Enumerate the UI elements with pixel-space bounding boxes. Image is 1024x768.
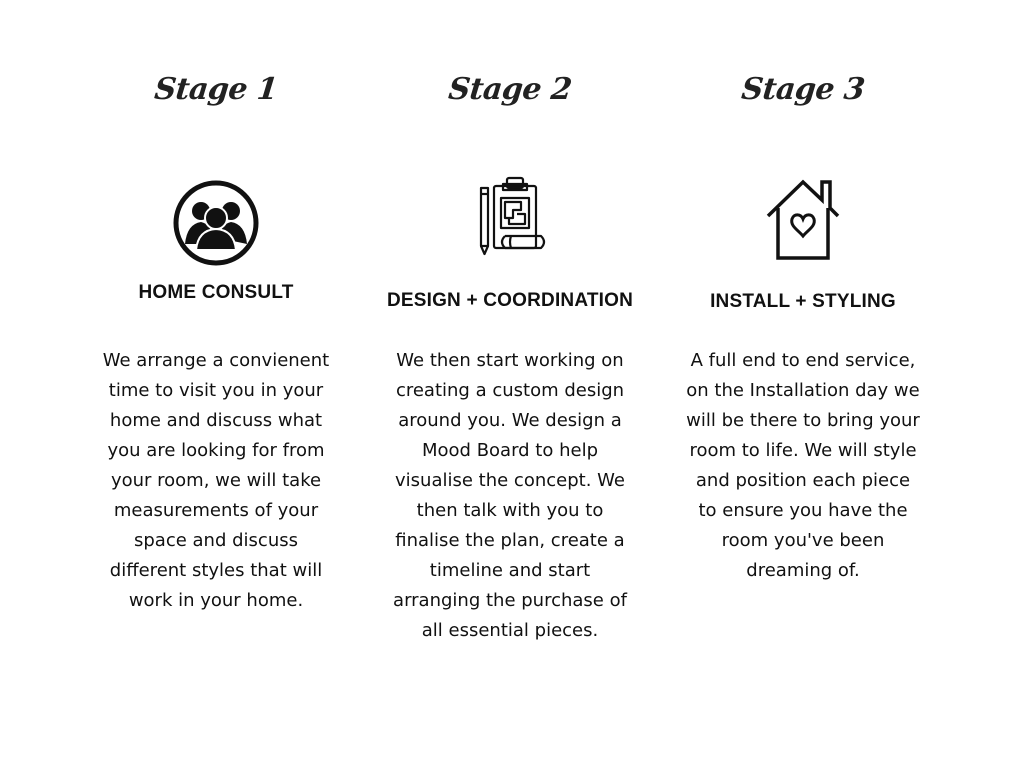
stage-1-column — [66, 0, 366, 768]
stage-3-column — [653, 0, 953, 768]
stage-2-column — [360, 0, 660, 768]
stage-1-body: We arrange a convienent time to visit you in your home and discuss what you are looking for from your room, we will take measurements of your space and discuss different styles that will work in your home. — [102, 350, 330, 611]
house-heart-icon — [758, 174, 848, 264]
stage-3-heading: INSTALL + STYLING — [710, 291, 896, 312]
people-circle-icon — [171, 178, 261, 268]
stage-3-title: Stage 3 — [739, 72, 867, 107]
clipboard-plan-icon — [465, 172, 555, 262]
stage-1-title: Stage 1 — [152, 72, 280, 107]
stage-1-heading: HOME CONSULT — [138, 282, 294, 303]
stage-2-body: We then start working on creating a custom design around you. We design a Mood Board to help visualise the concept. We then talk with you to finalise the plan, create a timeline and start arranging the purchase of all essential pieces. — [393, 350, 627, 641]
stage-2-title: Stage 2 — [446, 72, 574, 107]
stage-2-heading: DESIGN + COORDINATION — [386, 290, 634, 311]
stage-3-body: A full end to end service, on the Installation day we will be there to bring your room to life. We will style and position each piece to ensure you have the room you've been dreaming of. — [686, 350, 920, 581]
